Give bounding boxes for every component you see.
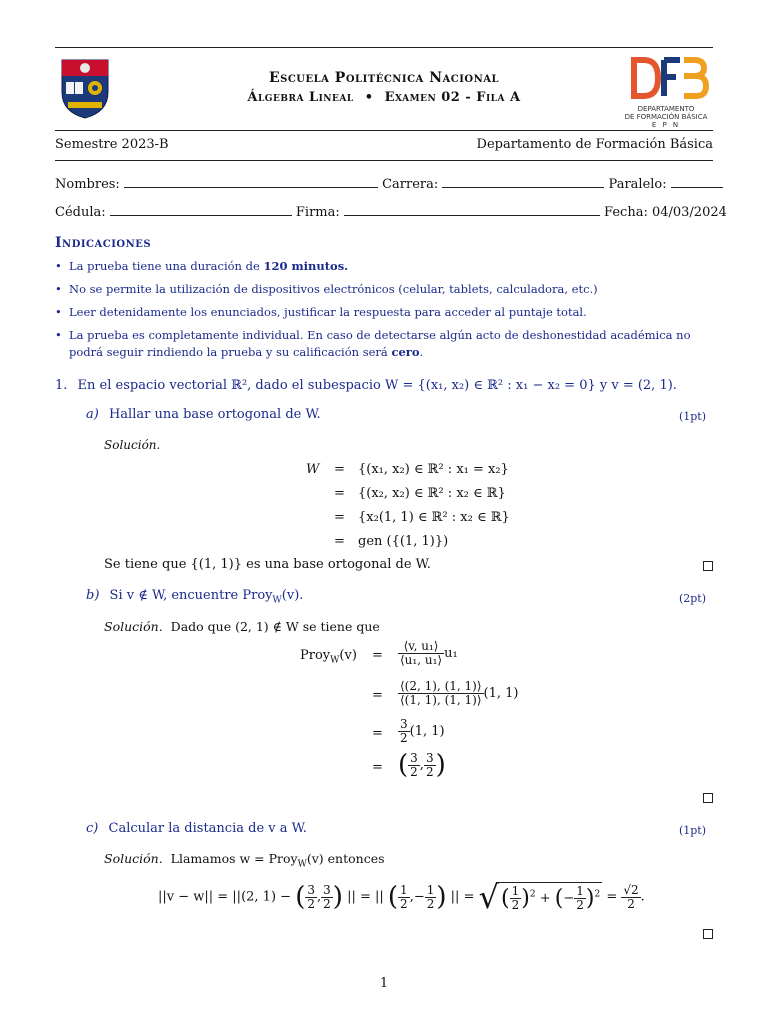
part-c-equation: ||v − w|| = ||(2, 1) − ( $\frac{3}{2}$ , $\frac{3}{2}$ ) || = || ( $\frac{1}{2}$ ,− $\frac{1}{2}$ ) || = √( $\frac{1}{2}$ )$^2$ + (− $\frac{1}{2}$ )$^2$ = $\frac{√2}{2}$ . [158,878,645,916]
semester: Semestre 2023-B [55,137,169,152]
part-b-points: (2pt) [678,592,706,605]
cedula-row [55,203,727,220]
fecha-label: Fecha: 04/03/2024 [604,205,727,220]
cedula-field[interactable] [110,203,292,216]
part-a-points: (1pt) [678,410,706,423]
nombres-field[interactable] [124,175,378,188]
header-rule [55,130,713,131]
sqrt-icon: √ [478,878,499,916]
dfb-logo [618,56,714,129]
page-number: 1 [379,976,389,991]
part-b-statement: b) Si v ∉ W, encuentre Proy$_W$(v). [86,588,304,606]
qed-box [703,793,713,803]
top-rule [55,47,713,48]
part-b-solution: Solución. Dado que (2, 1) ∉ W se tiene que [104,619,380,634]
firma-label: Firma: [295,205,340,220]
qed-box [703,929,713,939]
course-title [150,90,618,105]
problem-1-statement [55,378,677,393]
indicaciones-title: Indicaciones [55,235,152,251]
semester-rule [55,160,713,161]
school-name: Escuela Politécnica Nacional [268,70,500,86]
part-c-points: (1pt) [678,824,706,837]
problem-text: En el espacio vectorial ℝ², dado el subespacio W = {(x₁, x₂) ∈ ℝ² : x₁ − x₂ = 0} y v = (2, 1). [77,378,677,393]
nombres-label: Nombres: [55,177,120,192]
carrera-label: Carrera: [382,177,439,192]
nombres-row [55,175,723,192]
part-b-equation: Proy$_W$(v) = $\frac{\text{⟨v, u₁⟩}}{\text{⟨u₁, u₁⟩}}$ u₁ = $\frac{⟨(2, 1), (1, 1)⟩}{⟨(1, 1), (1, 1)⟩}$ (1, 1) = $\frac{3}{2}$ (1, 1) = ( $\frac{3}{2}$ , $\frac{3}{2}$ ) [300,639,519,780]
carrera-field[interactable] [442,175,604,188]
part-a-solution-label: Solución. [104,438,161,452]
qed-box [703,561,713,571]
paralelo-field[interactable] [671,175,723,188]
problem-number: 1. [55,378,68,393]
part-c-solution: Solución. Llamamos w = Proy$_W$(v) entonces [104,851,385,870]
part-a-conclusion: Se tiene que {(1, 1)} es una base ortogonal de W. [104,557,431,572]
dfb-line3: E P N [651,121,681,129]
firma-field[interactable] [344,203,600,216]
dfb-line2: DE FORMACIÓN BÁSICA [624,113,708,121]
department: Departamento de Formación Básica [476,137,713,152]
course-name: Álgebra Lineal [247,90,354,105]
paralelo-label: Paralelo: [608,177,667,192]
part-a-statement: a) Hallar una base ortogonal de W. [86,407,321,422]
course-separator: • [364,90,374,105]
epn-logo [58,58,112,120]
part-c-statement: c) Calcular la distancia de v a W. [86,821,307,836]
dfb-line1: DEPARTAMENTO [637,105,695,113]
exam-name: Examen 02 - Fila A [384,90,521,105]
cedula-label: Cédula: [55,205,106,220]
dfb-letters-icon [618,56,714,100]
